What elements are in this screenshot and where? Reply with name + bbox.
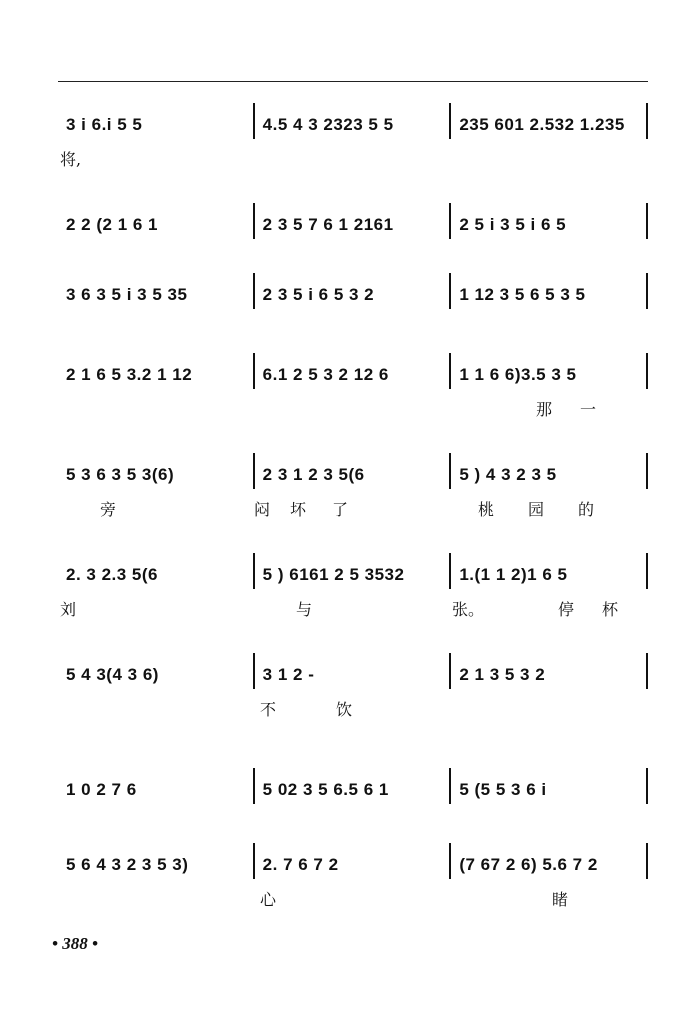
lyric: 饮: [336, 700, 353, 719]
barline: [646, 843, 648, 879]
measure: 5 (5 5 3 6 i: [459, 780, 547, 799]
lyric: 的: [578, 500, 595, 519]
measure: 2 5 i 3 5 i 6 5: [459, 215, 567, 234]
lyric: 桃: [478, 500, 495, 519]
measure: 2. 7 6 7 2: [262, 855, 339, 874]
lyric: 心: [260, 890, 277, 909]
lyric: 坏: [290, 500, 307, 519]
measure: 5 02 3 5 6.5 6 1: [262, 780, 389, 799]
measure: 3 1 2 -: [262, 665, 315, 684]
measure: 1 12 3 5 6 5 3 5: [459, 285, 586, 304]
barline: [646, 353, 648, 389]
lyric: 一: [580, 400, 597, 419]
lyrics-line: [58, 597, 648, 621]
measure: 2 2 (2 1 6 1: [66, 215, 159, 234]
lyric: 了: [332, 500, 349, 519]
barline: [646, 453, 648, 489]
notation-line: [58, 645, 648, 685]
score-row-4: [0, 345, 690, 435]
notation-line: [58, 545, 648, 585]
lyric: 将,: [60, 150, 82, 169]
measure: (7 67 2 6) 5.6 7 2: [459, 855, 598, 874]
page-number: • 388 •: [52, 934, 98, 953]
barline: [646, 653, 648, 689]
lyric: 刘: [60, 600, 77, 619]
lyric: 旁: [100, 500, 117, 519]
barline: [646, 273, 648, 309]
measure: 5 ) 6161 2 5 3532: [262, 565, 405, 584]
lyric: 不: [260, 700, 277, 719]
lyric: 闷: [254, 500, 271, 519]
measure: 2 3 1 2 3 5(6: [262, 465, 365, 484]
notation-line: [58, 265, 648, 305]
lyric: 园: [528, 500, 545, 519]
measure: 1 0 2 7 6: [66, 780, 137, 799]
measure: 2 3 5 i 6 5 3 2: [262, 285, 375, 304]
lyric: 睹: [552, 890, 569, 909]
measure: 3 6 3 5 i 3 5 35: [66, 285, 188, 304]
barline: [646, 553, 648, 589]
measure: 235 601 2.532 1.235: [459, 115, 625, 134]
phrase-line: [58, 81, 648, 82]
lyric: 那: [536, 400, 553, 419]
score-row-5: [0, 445, 690, 535]
notation-line: [58, 835, 648, 875]
barline: [646, 103, 648, 139]
score-row-3: [0, 265, 690, 355]
score-row-7: [0, 645, 690, 735]
measure: 6.1 2 5 3 2 12 6: [262, 365, 389, 384]
lyrics-line: [58, 887, 648, 911]
notation-line: [58, 195, 648, 235]
lyrics-line: [58, 497, 648, 521]
lyrics-line: [58, 147, 648, 171]
lyric: 与: [296, 600, 313, 619]
lyric: 张。: [452, 600, 485, 619]
measure: 5 3 6 3 5 3(6): [66, 465, 175, 484]
measure: 2 1 3 5 3 2: [459, 665, 546, 684]
measure: 1.(1 1 2)1 6 5: [459, 565, 568, 584]
measure: 5 6 4 3 2 3 5 3): [66, 855, 189, 874]
score-row-1: [0, 95, 690, 185]
lyric: 停: [558, 600, 575, 619]
measure: 2 3 5 7 6 1 2161: [262, 215, 394, 234]
notation-line: [58, 95, 648, 135]
barline: [646, 768, 648, 804]
lyrics-line: [58, 397, 648, 421]
barline: [646, 203, 648, 239]
lyric: 杯: [602, 600, 619, 619]
lyrics-line: [58, 697, 648, 721]
measure: 5 4 3(4 3 6): [66, 665, 159, 684]
measure: 5 ) 4 3 2 3 5: [459, 465, 557, 484]
measure: 2 1 6 5 3.2 1 12: [66, 365, 193, 384]
measure: 1 1 6 6)3.5 3 5: [459, 365, 577, 384]
notation-line: [58, 345, 648, 385]
notation-line: [58, 760, 648, 800]
score-row-6: [0, 545, 690, 635]
score-row-9: [0, 835, 690, 925]
measure: 2. 3 2.3 5(6: [66, 565, 159, 584]
notation-line: [58, 445, 648, 485]
measure: 4.5 4 3 2323 5 5: [262, 115, 394, 134]
measure: 3 i 6.i 5 5: [66, 115, 143, 134]
